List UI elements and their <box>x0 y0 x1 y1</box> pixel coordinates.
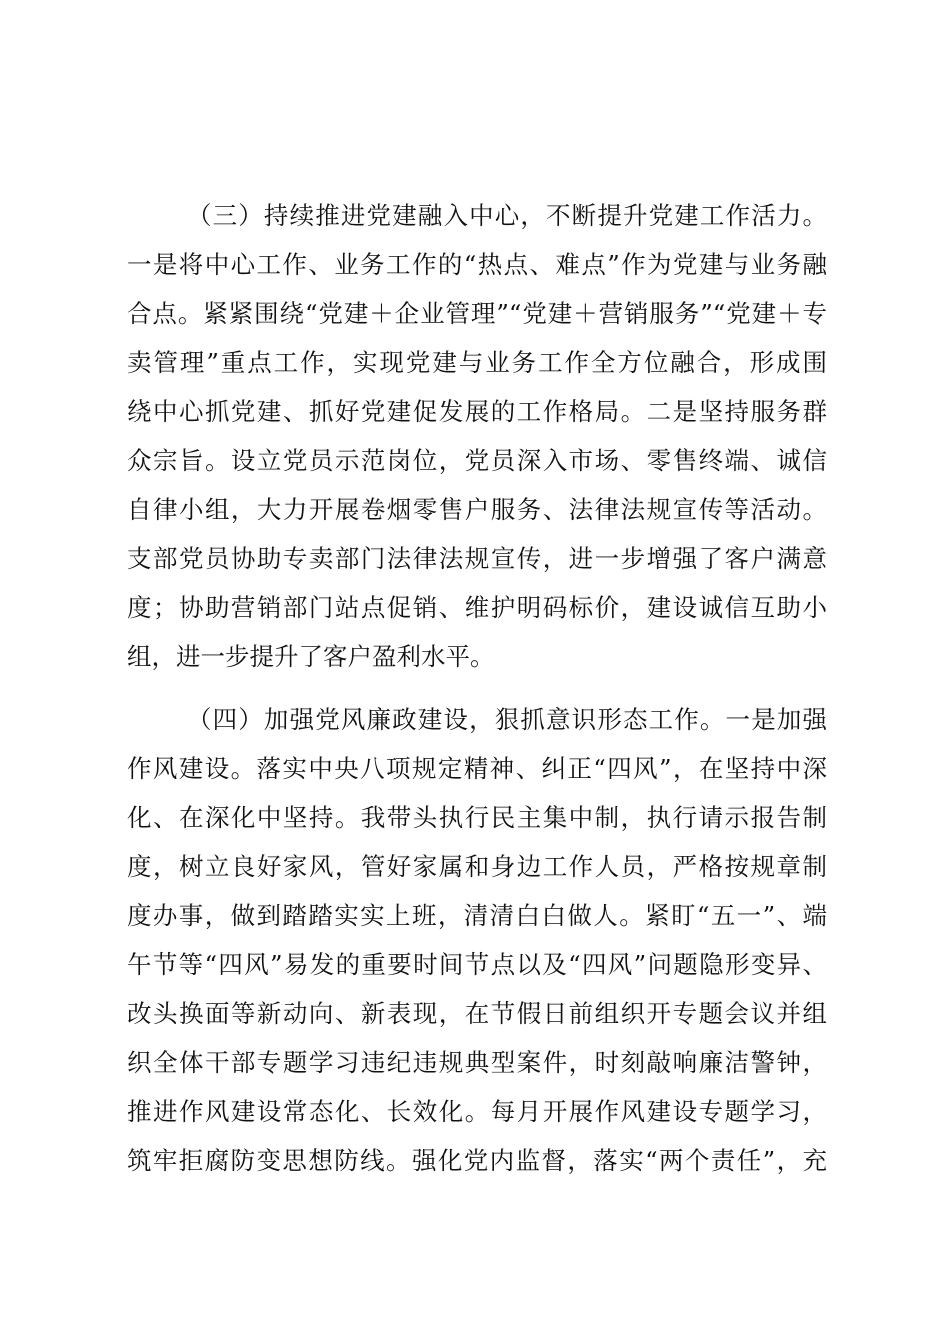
paragraph-section-3 <box>127 191 827 681</box>
text-line: 一是将中心工作、业务工作的“热点、难点”作为党建与业务融 <box>127 250 827 279</box>
text-line: 午节等“四风”易发的重要时间节点以及“四风”问题隐形变异、 <box>127 950 827 979</box>
text-line: 组，进一步提升了客户盈利水平。 <box>127 642 495 671</box>
text-line: 绕中心抓党建、抓好党建促发展的工作格局。二是坚持服务群 <box>127 397 827 426</box>
text-line: 支部党员协助专卖部门法律法规宣传，进一步增强了客户满意 <box>127 544 827 573</box>
text-line: 卖管理”重点工作，实现党建与业务工作全方位融合，形成围 <box>127 348 827 377</box>
text-line: （四）加强党风廉政建设，狠抓意识形态工作。一是加强 <box>187 705 827 734</box>
text-line: 度；协助营销部门站点促销、维护明码标价，建设诚信互助小 <box>127 593 827 622</box>
text-line: （三）持续推进党建融入中心，不断提升党建工作活力。 <box>187 201 827 230</box>
text-line: 度，树立良好家风，管好家属和身边工作人员，严格按规章制 <box>127 852 827 881</box>
text-line: 织全体干部专题学习违纪违规典型案件，时刻敲响廉洁警钟， <box>127 1048 827 1077</box>
text-line: 合点。紧紧围绕“党建＋企业管理”“党建＋营销服务”“党建＋专 <box>127 299 827 328</box>
text-line: 度办事，做到踏踏实实上班，清清白白做人。紧盯“五一”、端 <box>127 901 827 930</box>
text-line: 改头换面等新动向、新表现，在节假日前组织开专题会议并组 <box>127 999 827 1028</box>
text-line: 推进作风建设常态化、长效化。每月开展作风建设专题学习， <box>127 1097 827 1126</box>
text-line: 作风建设。落实中央八项规定精神、纠正“四风”，在坚持中深 <box>127 754 827 783</box>
paragraph-section-4 <box>127 695 827 1185</box>
text-line: 众宗旨。设立党员示范岗位，党员深入市场、零售终端、诚信 <box>127 446 827 475</box>
text-line: 化、在深化中坚持。我带头执行民主集中制，执行请示报告制 <box>127 803 827 832</box>
text-line: 自律小组，大力开展卷烟零售户服务、法律法规宣传等活动。 <box>127 495 827 524</box>
text-line: 筑牢拒腐防变思想防线。强化党内监督，落实“两个责任”，充 <box>127 1146 827 1175</box>
